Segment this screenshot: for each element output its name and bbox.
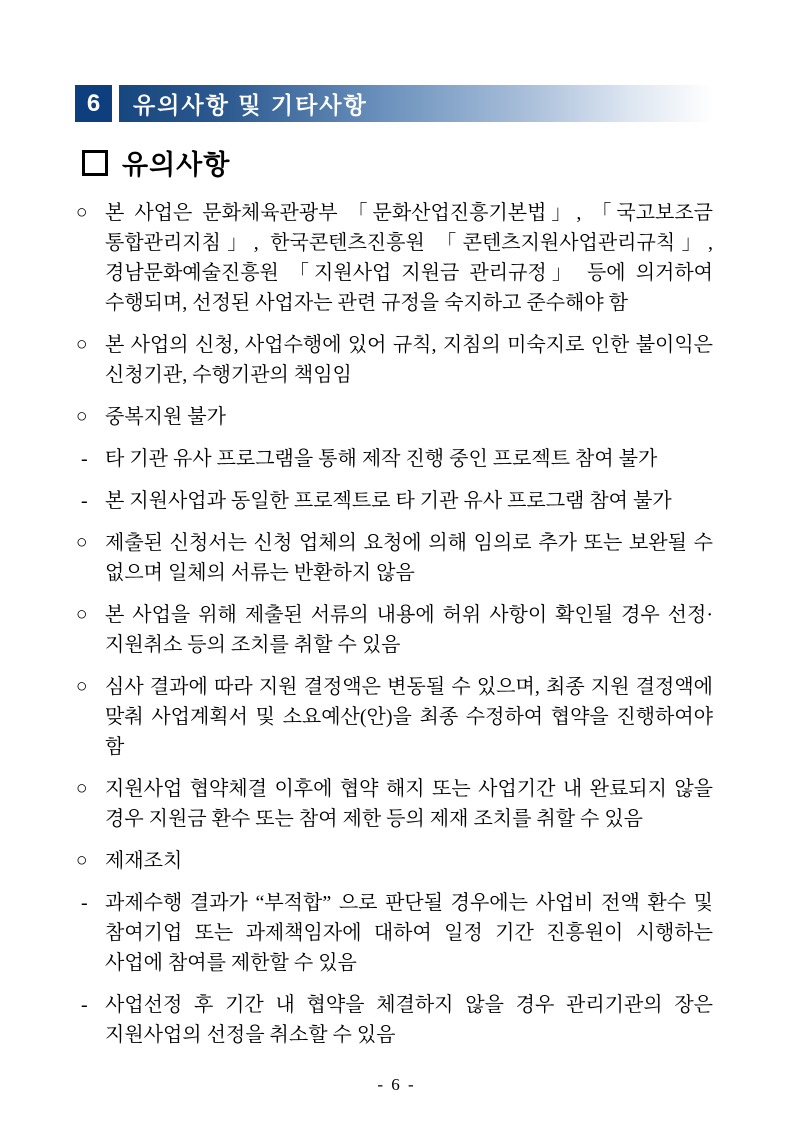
bullet-icon: ○ [76,676,88,697]
list-item-text: 과제수행 결과가 “부적합” 으로 판단될 경우에는 사업비 전액 환수 및 참여기업 또는 과제책임자에 대하여 일정 기간 진흥원이 시행하는 사업에 참여를 제한할 수 있음 [105,892,713,974]
bullet-icon: ○ [76,334,88,355]
list-item [75,600,713,660]
list-item [75,198,713,318]
bullet-icon: ○ [76,850,88,871]
list-item-text: 본 사업은 문화체육관광부 「문화산업진흥기본법」, 「국고보조금 통합관리지침」, 한국콘텐츠진흥원 「콘텐츠지원사업관리규칙」, 경남문화예술진흥원 「지원사업 지원금 관리규정」 등에 의거하여 수행되며, 선정된 사업자는 관련 규정을 숙지하고 준수해야 함 [105,202,713,314]
list-item-text: 심사 결과에 따라 지원 결정액은 변동될 수 있으며, 최종 지원 결정액에 맞춰 사업계획서 및 소요예산(안)을 최종 수정하여 협약을 진행하여야 함 [105,676,713,758]
list-item-text: 제재조치 [105,850,183,872]
list-item [75,528,713,588]
bullet-icon: ○ [76,202,88,223]
section-title: 유의사항 및 기타사항 [133,92,368,118]
list-item [75,444,713,474]
list-item-text: 본 사업의 신청, 사업수행에 있어 규칙, 지침의 미숙지로 인한 불이익은 신청기관, 수행기관의 책임임 [105,334,713,386]
list-item [75,846,713,876]
dash-icon: - [81,892,88,914]
list-item [75,402,713,432]
list-item-text: 타 기관 유사 프로그램을 통해 제작 진행 중인 프로젝트 참여 불가 [105,448,658,470]
page-footer [0,1075,793,1095]
list-item [75,672,713,762]
list-item [75,990,713,1050]
bullet-icon: ○ [76,778,88,799]
subsection-heading [82,143,713,182]
list-item-text: 제출된 신청서는 신청 업체의 요청에 의해 임의로 추가 또는 보완될 수 없으며 일체의 서류는 반환하지 않음 [105,532,713,584]
section-header [75,85,713,122]
page-number: - 6 - [377,1075,416,1094]
dash-icon: - [81,490,88,512]
bullet-icon: ○ [76,604,88,625]
section-number-badge: 6 [75,85,112,122]
list-item-text: 본 지원사업과 동일한 프로젝트로 타 기관 유사 프로그램 참여 불가 [105,490,672,512]
section-title-bar [119,85,713,122]
bullet-icon: ○ [76,532,88,553]
list-item-text: 본 사업을 위해 제출된 서류의 내용에 허위 사항이 확인될 경우 선정·지원취소 등의 조치를 취할 수 있음 [105,604,713,656]
list-item [75,888,713,978]
list-item [75,330,713,390]
dash-icon: - [81,994,88,1016]
checkbox-icon [82,150,108,176]
list-item [75,774,713,834]
list-item-text: 사업선정 후 기간 내 협약을 체결하지 않을 경우 관리기관의 장은 지원사업의 선정을 취소할 수 있음 [105,994,713,1046]
list-item-text: 지원사업 협약체결 이후에 협약 해지 또는 사업기간 내 완료되지 않을 경우 지원금 환수 또는 참여 제한 등의 제재 조치를 취할 수 있음 [105,778,713,830]
subsection-title: 유의사항 [122,150,231,180]
dash-icon: - [81,448,88,470]
bullet-icon: ○ [76,406,88,427]
notice-list [75,198,713,1050]
list-item [75,486,713,516]
list-item-text: 중복지원 불가 [105,406,226,428]
